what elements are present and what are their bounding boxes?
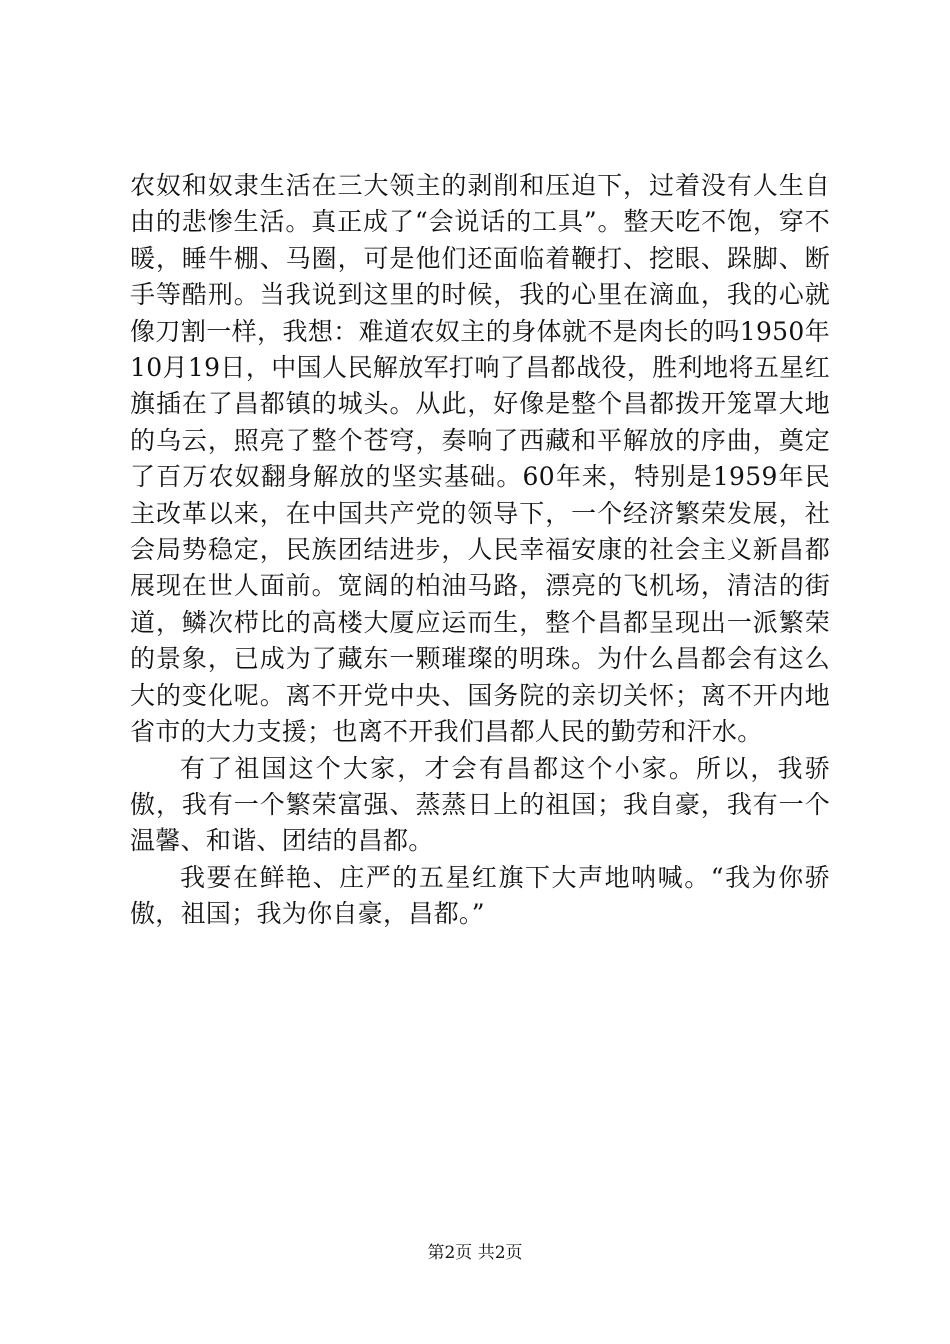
paragraph-3: 我要在鲜艳、庄严的五星红旗下大声地呐喊。“我为你骄傲，祖国；我为你自豪，昌都。”: [130, 862, 830, 929]
paragraph-1: 农奴和奴隶生活在三大领主的剥削和压迫下，过着没有人生自由的悲惨生活。真正成了“会说话的工具”。整天吃不饱，穿不暖，睡牛棚、马圈，可是他们还面临着鞭打、挖眼、跺脚、断手等酷刑。当我说到这里的时候，我的心里在滴血，我的心就像刀割一样，我想：难道农奴主的身体就不是肉长的吗1950年10月19日，中国人民解放军打响了昌都战役，胜利地将五星红旗插在了昌都镇的城头。从此，好像是整个昌都拨开笼罩大地的乌云，照亮了整个苍穹，奏响了西藏和平解放的序曲，奠定了百万农奴翻身解放的坚实基础。60年来，特别是1959年民主改革以来，在中国共产党的领导下，一个经济繁荣发展，社会局势稳定，民族团结进步，人民幸福安康的社会主义新昌都展现在世人面前。宽阔的柏油马路，漂亮的飞机场，清洁的街道，鳞次栉比的高楼大厦应运而生，整个昌都呈现出一派繁荣的景象，已成为了藏东一颗璀璨的明珠。为什么昌都会有这么大的变化呢。离不开党中央、国务院的亲切关怀；离不开内地省市的大力支援；也离不开我们昌都人民的勤劳和汗水。: [130, 171, 830, 747]
document-body: [130, 168, 830, 933]
page-footer: 第2页 共2页: [427, 1243, 523, 1263]
paragraph-2: 有了祖国这个大家，才会有昌都这个小家。所以，我骄傲，我有一个繁荣富强、蒸蒸日上的祖国；我自豪，我有一个温馨、和谐、团结的昌都。: [130, 753, 830, 856]
